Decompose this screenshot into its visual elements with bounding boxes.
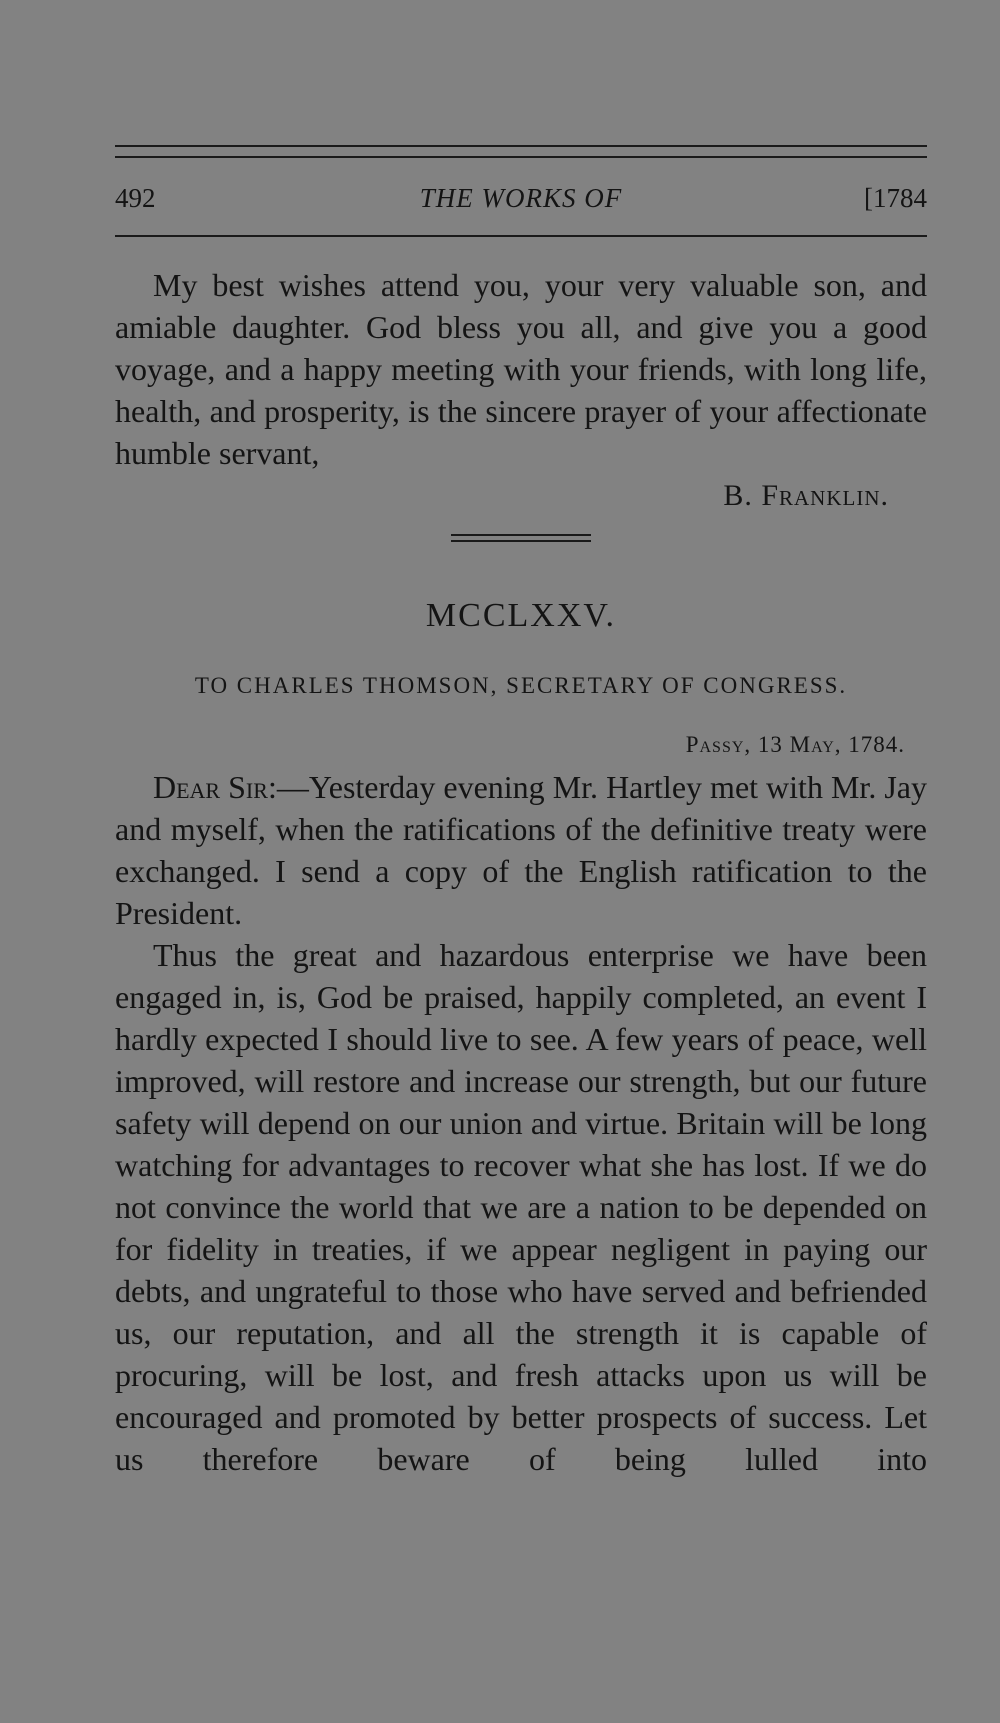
running-header: [115, 183, 927, 219]
letter-paragraph-1: [115, 766, 927, 934]
section-divider-lower: [451, 540, 591, 542]
paragraph-1-text: :—Yesterday evening Mr. Hartley met with Mr. Jay and myself, when the ratifications of the definitive treaty were exchanged. I send a copy of the English ratification to the President.: [115, 769, 928, 931]
header-year: [1784: [864, 183, 927, 213]
running-title: THE WORKS OF: [419, 183, 623, 213]
letter-number: MCCLXXV.: [425, 597, 617, 634]
page-number: 492: [115, 183, 156, 213]
salutation: Dear Sir: [153, 769, 268, 805]
signature: B. Franklin.: [723, 479, 889, 512]
letter-dateline: Passy, 13 May, 1784.: [685, 732, 905, 757]
top-rule-inner: [115, 156, 927, 158]
letter-paragraph-2: Thus the great and hazardous enterprise we have been engaged in, is, God be praised, happily completed, an event I hardly expected I should live to see. A few years of peace, well improved, will restore and increase our strength, but our future safety will depend on our union and virtue. Britain will be long watching for advantages to recover what she has lost. If we do not convince the world that we are a nation to be depended on for fidelity in treaties, if we appear negligent in paying our debts, and ungrateful to those who have served and befriended us, our reputation, and all the strength it is capable of procuring, will be lost, and fresh attacks upon us will be encouraged and promoted by better prospects of success. Let us therefore beware of being lulled into: [115, 937, 927, 1477]
header-rule: [115, 235, 927, 237]
letter-addressee: TO CHARLES THOMSON, SECRETARY OF CONGRESS.: [194, 673, 848, 698]
book-page: [115, 0, 927, 1723]
section-divider: [451, 534, 591, 536]
top-rule: [115, 145, 927, 147]
closing-paragraph: My best wishes attend you, your very valuable son, and amiable daughter. God bless you all, and give you a good voyage, and a happy meeting with your friends, with long life, health, and prosperity, is the sincere prayer of your affectionate humble servant,: [115, 267, 927, 471]
